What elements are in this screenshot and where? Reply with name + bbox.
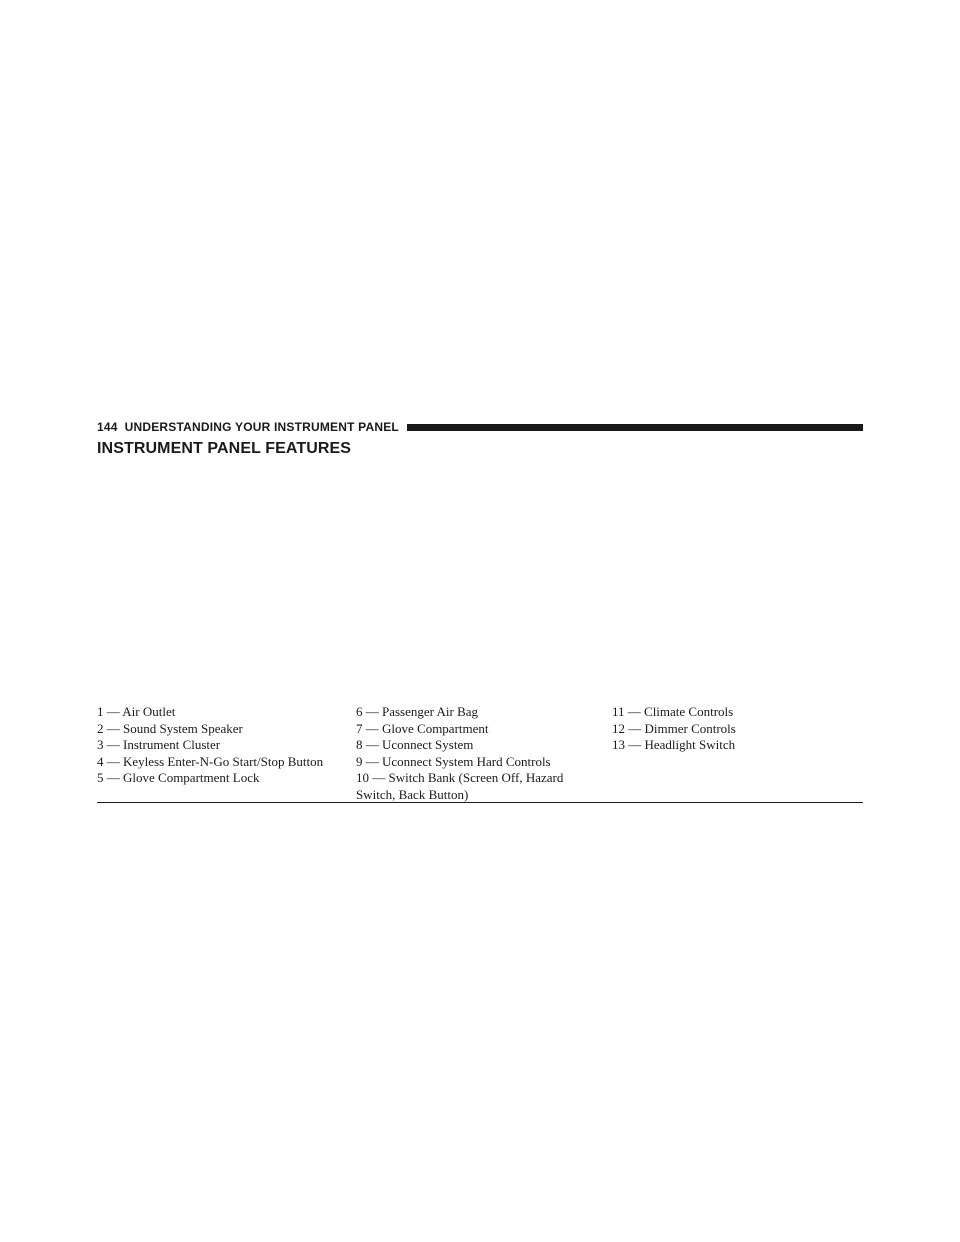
legend-item: 4 — Keyless Enter-N-Go Start/Stop Button bbox=[97, 753, 324, 769]
chapter-title: UNDERSTANDING YOUR INSTRUMENT PANEL bbox=[124, 420, 399, 434]
legend-column-3 bbox=[612, 704, 862, 803]
legend-item: 13 — Headlight Switch bbox=[612, 737, 736, 752]
legend-item: 6 — Passenger Air Bag bbox=[356, 704, 479, 719]
legend-item: 3 — Instrument Cluster bbox=[97, 737, 221, 752]
legend-item: 12 — Dimmer Controls bbox=[612, 720, 736, 736]
legend-item: 8 — Uconnect System bbox=[356, 737, 474, 752]
figure-legend bbox=[97, 704, 863, 803]
section-title: INSTRUMENT PANEL FEATURES bbox=[97, 440, 352, 457]
legend-item: 11 — Climate Controls bbox=[612, 704, 734, 719]
legend-item: 9 — Uconnect System Hard Controls bbox=[356, 753, 551, 769]
legend-item: 2 — Sound System Speaker bbox=[97, 720, 243, 736]
instrument-panel-figure-area bbox=[97, 468, 863, 700]
page-number: 144 bbox=[97, 420, 118, 434]
legend-column-2 bbox=[356, 704, 612, 803]
legend-item: 7 — Glove Compartment bbox=[356, 720, 489, 736]
legend-column-1 bbox=[97, 704, 356, 803]
legend-item: 1 — Air Outlet bbox=[97, 704, 176, 719]
legend-bottom-rule bbox=[97, 802, 863, 803]
page-header bbox=[97, 418, 863, 436]
legend-item: 10 — Switch Bank (Screen Off, Hazard Switch, Back Button) bbox=[356, 770, 564, 802]
legend-item: 5 — Glove Compartment Lock bbox=[97, 770, 260, 785]
header-rule-bar bbox=[407, 424, 863, 431]
